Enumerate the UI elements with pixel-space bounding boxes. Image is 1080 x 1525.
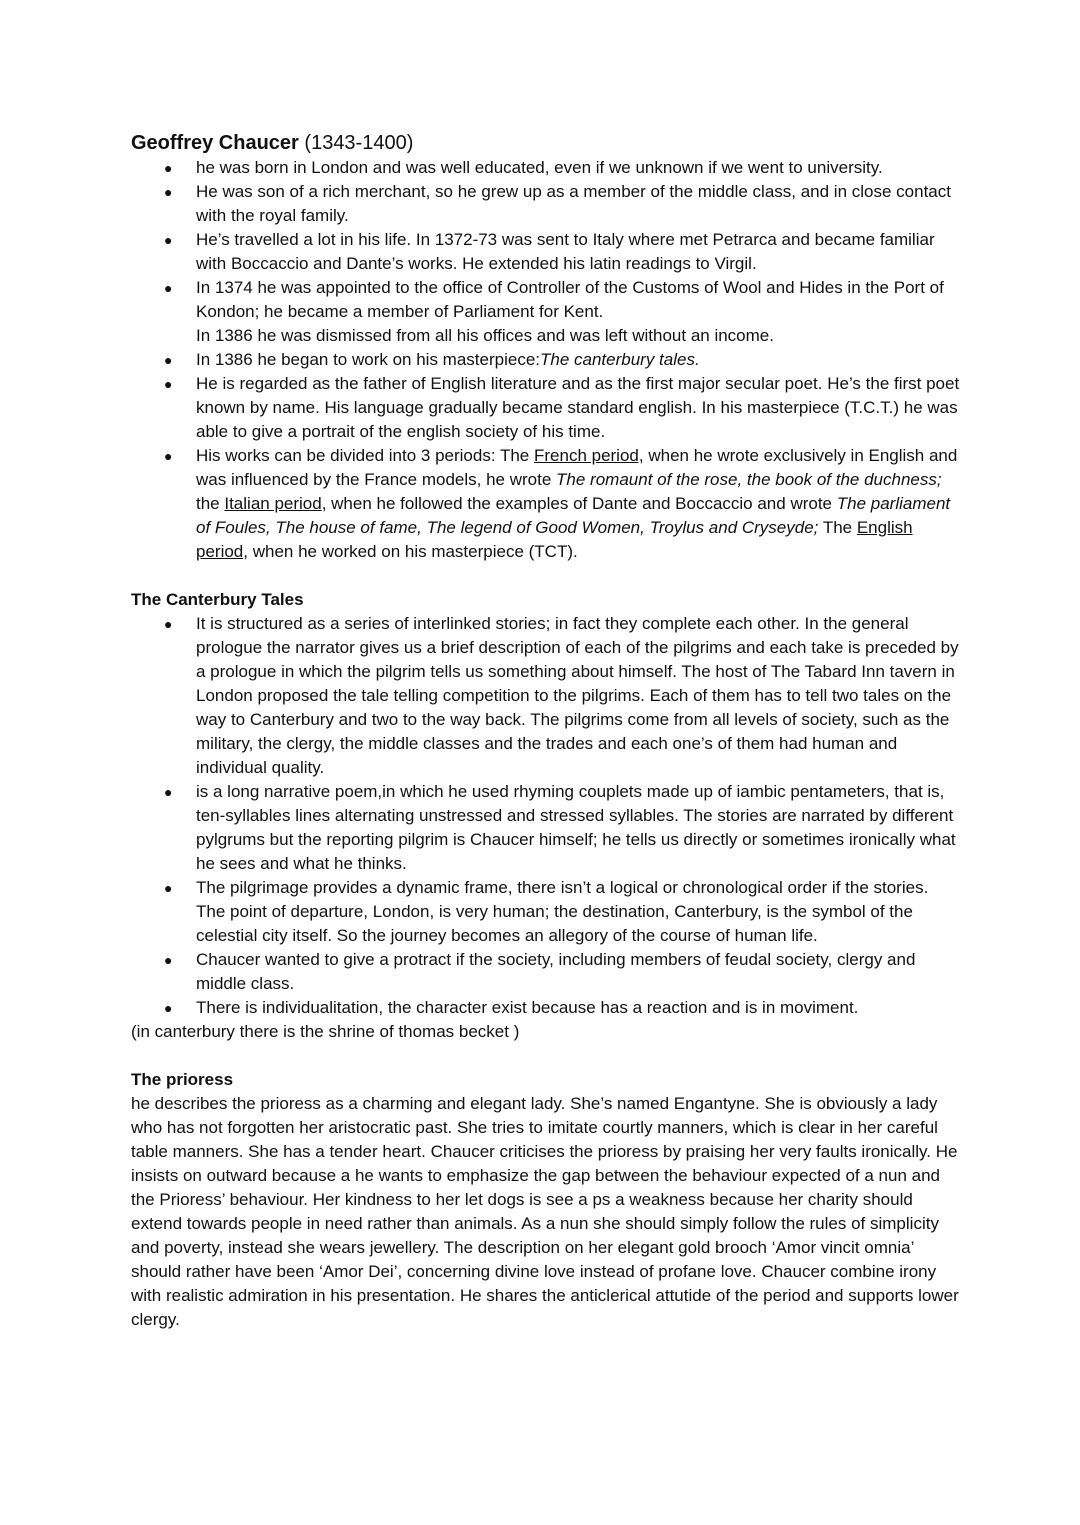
bullet-icon: ● xyxy=(164,352,173,368)
chaucer-name: Geoffrey Chaucer xyxy=(131,132,299,154)
list-item: ● There is individualitation, the character exist because has a reaction and is in moviment. xyxy=(131,996,961,1020)
list-item: ● The pilgrimage provides a dynamic frame, there isn’t a logical or chronological order if the stories. The point of departure, London, is very human; the destination, Canterbury, is the symbol of the celestial city itself. So the journey becomes an allegory of the course of human life. xyxy=(164,878,929,945)
bullet-icon: ● xyxy=(164,160,173,176)
becket-note: (in canterbury there is the shrine of thomas becket ) xyxy=(131,1022,520,1041)
chaucer-heading xyxy=(131,130,961,156)
list-item: ● Chaucer wanted to give a protract if the society, including members of feudal society, clergy and middle class. xyxy=(164,950,916,993)
tales-bullet-list xyxy=(131,612,961,1020)
masterpiece-title: The canterbury tales. xyxy=(540,350,700,369)
italian-works: The parliament of Foules, The house of fame, The legend of Good Women, Troylus and Cryseyde; xyxy=(196,494,951,537)
bullet-icon: ● xyxy=(164,952,173,968)
bullet-icon: ● xyxy=(164,184,173,200)
prioress-paragraph: he describes the prioress as a charming and elegant lady. She’s named Engantyne. She is obviously a lady who has not forgotten her aristocratic past. She tries to imitate courtly manners, which is clear in her careful table manners. She has a tender heart. Chaucer criticises the prioress by praising her very faults ironically. He insists on outward because a he wants to emphasize the gap between the behaviour expected of a nun and the Prioress’ behaviour. Her kindness to her let dogs is see a ps a weakness because her charity should extend towards people in need rather than animals. As a nun she should simply follow the rules of simplicity and poverty, instead she wears jewellery. The description on her elegant gold brooch ‘Amor vincit omnia’ should rather have been ‘Amor Dei’, concerning divine love instead of profane love. Chaucer combine irony with realistic admiration in his presentation. He shares the anticlerical attutide of the period and supports lower clergy. xyxy=(131,1094,959,1329)
bullet-icon: ● xyxy=(164,376,173,392)
list-item: ● It is structured as a series of interlinked stories; in fact they complete each other. In the general prologue the narrator gives us a brief description of each of the pilgrims and each take is preceded by a prologue in which the pilgrim tells us something about himself. The host of The Tabard Inn tavern in London proposed the tale telling competition to the pilgrims. Each of them has to tell two tales on the way to Canterbury and two to the way back. The pilgrims come from all levels of society, such as the military, the clergy, the middle classes and the trades and each one’s of them had human and individual quality. xyxy=(164,614,959,777)
canterbury-tales-heading: The Canterbury Tales xyxy=(131,590,304,609)
chaucer-dates: (1343-1400) xyxy=(304,132,414,154)
english-period: English period xyxy=(196,518,913,561)
bullet-icon: ● xyxy=(164,1000,173,1016)
bullet-icon: ● xyxy=(164,448,173,464)
italian-period: Italian period xyxy=(224,494,322,513)
bullet-icon: ● xyxy=(164,280,173,296)
bullet-icon: ● xyxy=(164,232,173,248)
french-works: The romaunt of the rose, the book of the duchness; xyxy=(556,470,942,489)
list-item: ● In 1386 he began to work on his masterpiece:The canterbury tales. xyxy=(131,348,961,372)
prioress-heading: The prioress xyxy=(131,1070,234,1089)
periods-list-item: ● His works can be divided into 3 periods: The French period, when he wrote exclusively in English and was influenced by the France models, he wrote The romaunt of the rose, the book of the duchness; the Italian period, when he followed the examples of Dante and Boccaccio and wrote The parliament of Foules, The house of fame, The legend of Good Women, Troylus and Cryseyde; The English period, when he worked on his masterpiece (TCT). xyxy=(164,446,958,561)
list-item: ● is a long narrative poem,in which he used rhyming couplets made up of iambic pentameters, that is, ten-syllables lines alternating unstressed and stressed syllables. The stories are narrated by different pylgrums but the reporting pilgrim is Chaucer himself; he tells us directly or sometimes ironically what he sees and what he thinks. xyxy=(164,782,956,873)
bullet-icon: ● xyxy=(164,616,173,632)
bullet-icon: ● xyxy=(164,880,173,896)
list-item: ● he was born in London and was well educated, even if we unknown if we went to university. xyxy=(131,156,961,180)
chaucer-bullet-list xyxy=(131,156,961,564)
dismissed-line: In 1386 he was dismissed from all his offices and was left without an income. xyxy=(196,326,774,345)
document-page xyxy=(131,130,961,1332)
bullet-icon: ● xyxy=(164,784,173,800)
list-item: ● He was son of a rich merchant, so he grew up as a member of the middle class, and in close contact with the royal family. xyxy=(164,182,951,225)
list-item: ● He is regarded as the father of English literature and as the first major secular poet. He’s the first poet known by name. His language gradually became standard english. In his masterpiece (T.C.T.) he was able to give a portrait of the english society of his time. xyxy=(164,374,960,441)
list-item: ● He’s travelled a lot in his life. In 1372-73 was sent to Italy where met Petrarca and became familiar with Boccaccio and Dante’s works. He extended his latin readings to Virgil. xyxy=(164,230,935,273)
french-period: French period, xyxy=(533,446,644,465)
list-item: ● In 1374 he was appointed to the office of Controller of the Customs of Wool and Hides in the Port of Kondon; he became a member of Parliament for Kent. In 1386 he was dismissed from all his offices and was left without an income. xyxy=(164,278,944,345)
